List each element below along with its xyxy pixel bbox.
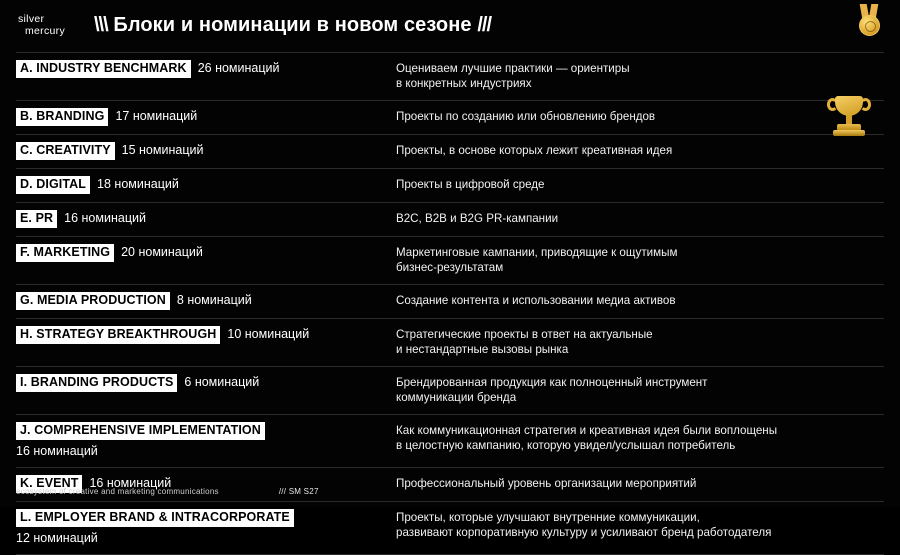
block-code: H. STRATEGY BREAKTHROUGH <box>16 326 220 344</box>
table-row <box>16 414 884 467</box>
footer-tagline: ecosystem of creative and marketing communications <box>16 487 219 496</box>
nomination-count: 12 номинаций <box>16 530 98 545</box>
table-row <box>16 366 884 414</box>
block-description <box>394 292 884 309</box>
nomination-count: 6 номинаций <box>184 374 260 389</box>
nomination-count: 17 номинаций <box>115 108 198 123</box>
description-line: Профессиональный уровень организации мероприятий <box>396 476 697 490</box>
description-line: в конкретных индустриях <box>396 77 532 90</box>
description-line: B2C, B2B и B2G PR-кампании <box>396 211 559 225</box>
block-code: L. EMPLOYER BRAND & INTRACORPORATE <box>16 509 294 527</box>
description-line: Проекты, в основе которых лежит креативная идея <box>396 143 673 157</box>
nomination-count: 26 номинаций <box>197 60 280 75</box>
description-line: Оцениваем лучшие практики — ориентиры <box>396 61 630 75</box>
block-cell <box>16 142 394 160</box>
block-cell <box>16 244 394 262</box>
block-description <box>394 374 884 406</box>
block-cell <box>16 422 394 459</box>
slide-footer <box>16 487 884 496</box>
description-line: Маркетинговые кампании, приводящие к ощутимым <box>396 245 678 259</box>
nomination-count: 16 номинаций <box>64 210 146 225</box>
block-description <box>394 422 884 454</box>
logo-line-1: silver <box>18 13 45 25</box>
block-cell <box>16 210 394 228</box>
block-code: E. PR <box>16 210 57 228</box>
block-description <box>394 509 884 541</box>
block-cell <box>16 60 394 78</box>
description-line: коммуникации бренда <box>396 391 517 404</box>
title-slashes-right: /// <box>477 14 491 37</box>
description-line: бизнес-результатам <box>396 261 504 274</box>
block-cell <box>16 176 394 194</box>
table-row <box>16 52 884 100</box>
description-line: Брендированная продукция как полноценный инструмент <box>396 375 708 389</box>
description-line: развивают корпоративную культуру и усиливают бренд работодателя <box>396 526 772 539</box>
nomination-count: 10 номинаций <box>227 326 310 341</box>
slide-header <box>0 0 900 48</box>
nomination-count: 20 номинаций <box>121 244 203 259</box>
title-text: Блоки и номинации в новом сезоне <box>113 14 472 37</box>
description-line: Стратегические проекты в ответ на актуальные <box>396 327 653 341</box>
block-code: F. MARKETING <box>16 244 114 262</box>
description-line: и нестандартные вызовы рынка <box>396 343 569 356</box>
block-cell <box>16 108 394 126</box>
trophy-icon <box>826 96 872 140</box>
block-code: K. EVENT <box>16 475 82 493</box>
title-slashes-left: \\\ <box>94 14 108 37</box>
nomination-count: 8 номинаций <box>176 292 252 307</box>
description-line: Как коммуникационная стратегия и креативная идея были воплощены <box>396 423 778 437</box>
block-cell <box>16 326 394 344</box>
block-description <box>394 176 884 193</box>
block-cell <box>16 509 394 546</box>
description-line: Проекты по созданию или обновлению брендов <box>396 109 656 123</box>
description-line: в целостную кампанию, которую увидел/услышал потребитель <box>396 439 736 452</box>
block-code: B. BRANDING <box>16 108 108 126</box>
nomination-count: 16 номинаций <box>16 443 98 458</box>
description-line: Создание контента и использовании медиа активов <box>396 293 676 307</box>
nomination-count: 18 номинаций <box>97 176 179 191</box>
table-row <box>16 236 884 284</box>
block-code: G. MEDIA PRODUCTION <box>16 292 170 310</box>
block-description <box>394 244 884 276</box>
block-cell <box>16 292 394 310</box>
logo-line-2: mercury <box>25 24 66 37</box>
table-row <box>16 318 884 366</box>
block-code: A. INDUSTRY BENCHMARK <box>16 60 191 78</box>
block-cell <box>16 374 394 392</box>
footer-mark: /// SM S27 <box>278 487 319 496</box>
nomination-count: 15 номинаций <box>121 142 204 157</box>
description-line: Проекты, которые улучшают внутренние коммуникации, <box>396 510 700 524</box>
block-description <box>394 142 884 159</box>
table-row <box>16 100 884 134</box>
nominations-table <box>0 52 900 555</box>
block-code: C. CREATIVITY <box>16 142 115 160</box>
silver-mercury-logo <box>18 14 80 38</box>
page-title <box>94 14 491 37</box>
block-description <box>394 60 884 92</box>
block-code: D. DIGITAL <box>16 176 90 194</box>
block-code: J. COMPREHENSIVE IMPLEMENTATION <box>16 422 265 440</box>
table-row <box>16 134 884 168</box>
nomination-count: 16 номинаций <box>89 475 172 490</box>
description-line: Проекты в цифровой среде <box>396 177 545 191</box>
table-row <box>16 168 884 202</box>
block-description <box>394 210 884 227</box>
table-row <box>16 202 884 236</box>
block-description <box>394 326 884 358</box>
table-row <box>16 284 884 318</box>
block-code: I. BRANDING PRODUCTS <box>16 374 177 392</box>
table-row <box>16 501 884 555</box>
medal-icon <box>854 4 884 38</box>
block-description <box>394 108 884 125</box>
